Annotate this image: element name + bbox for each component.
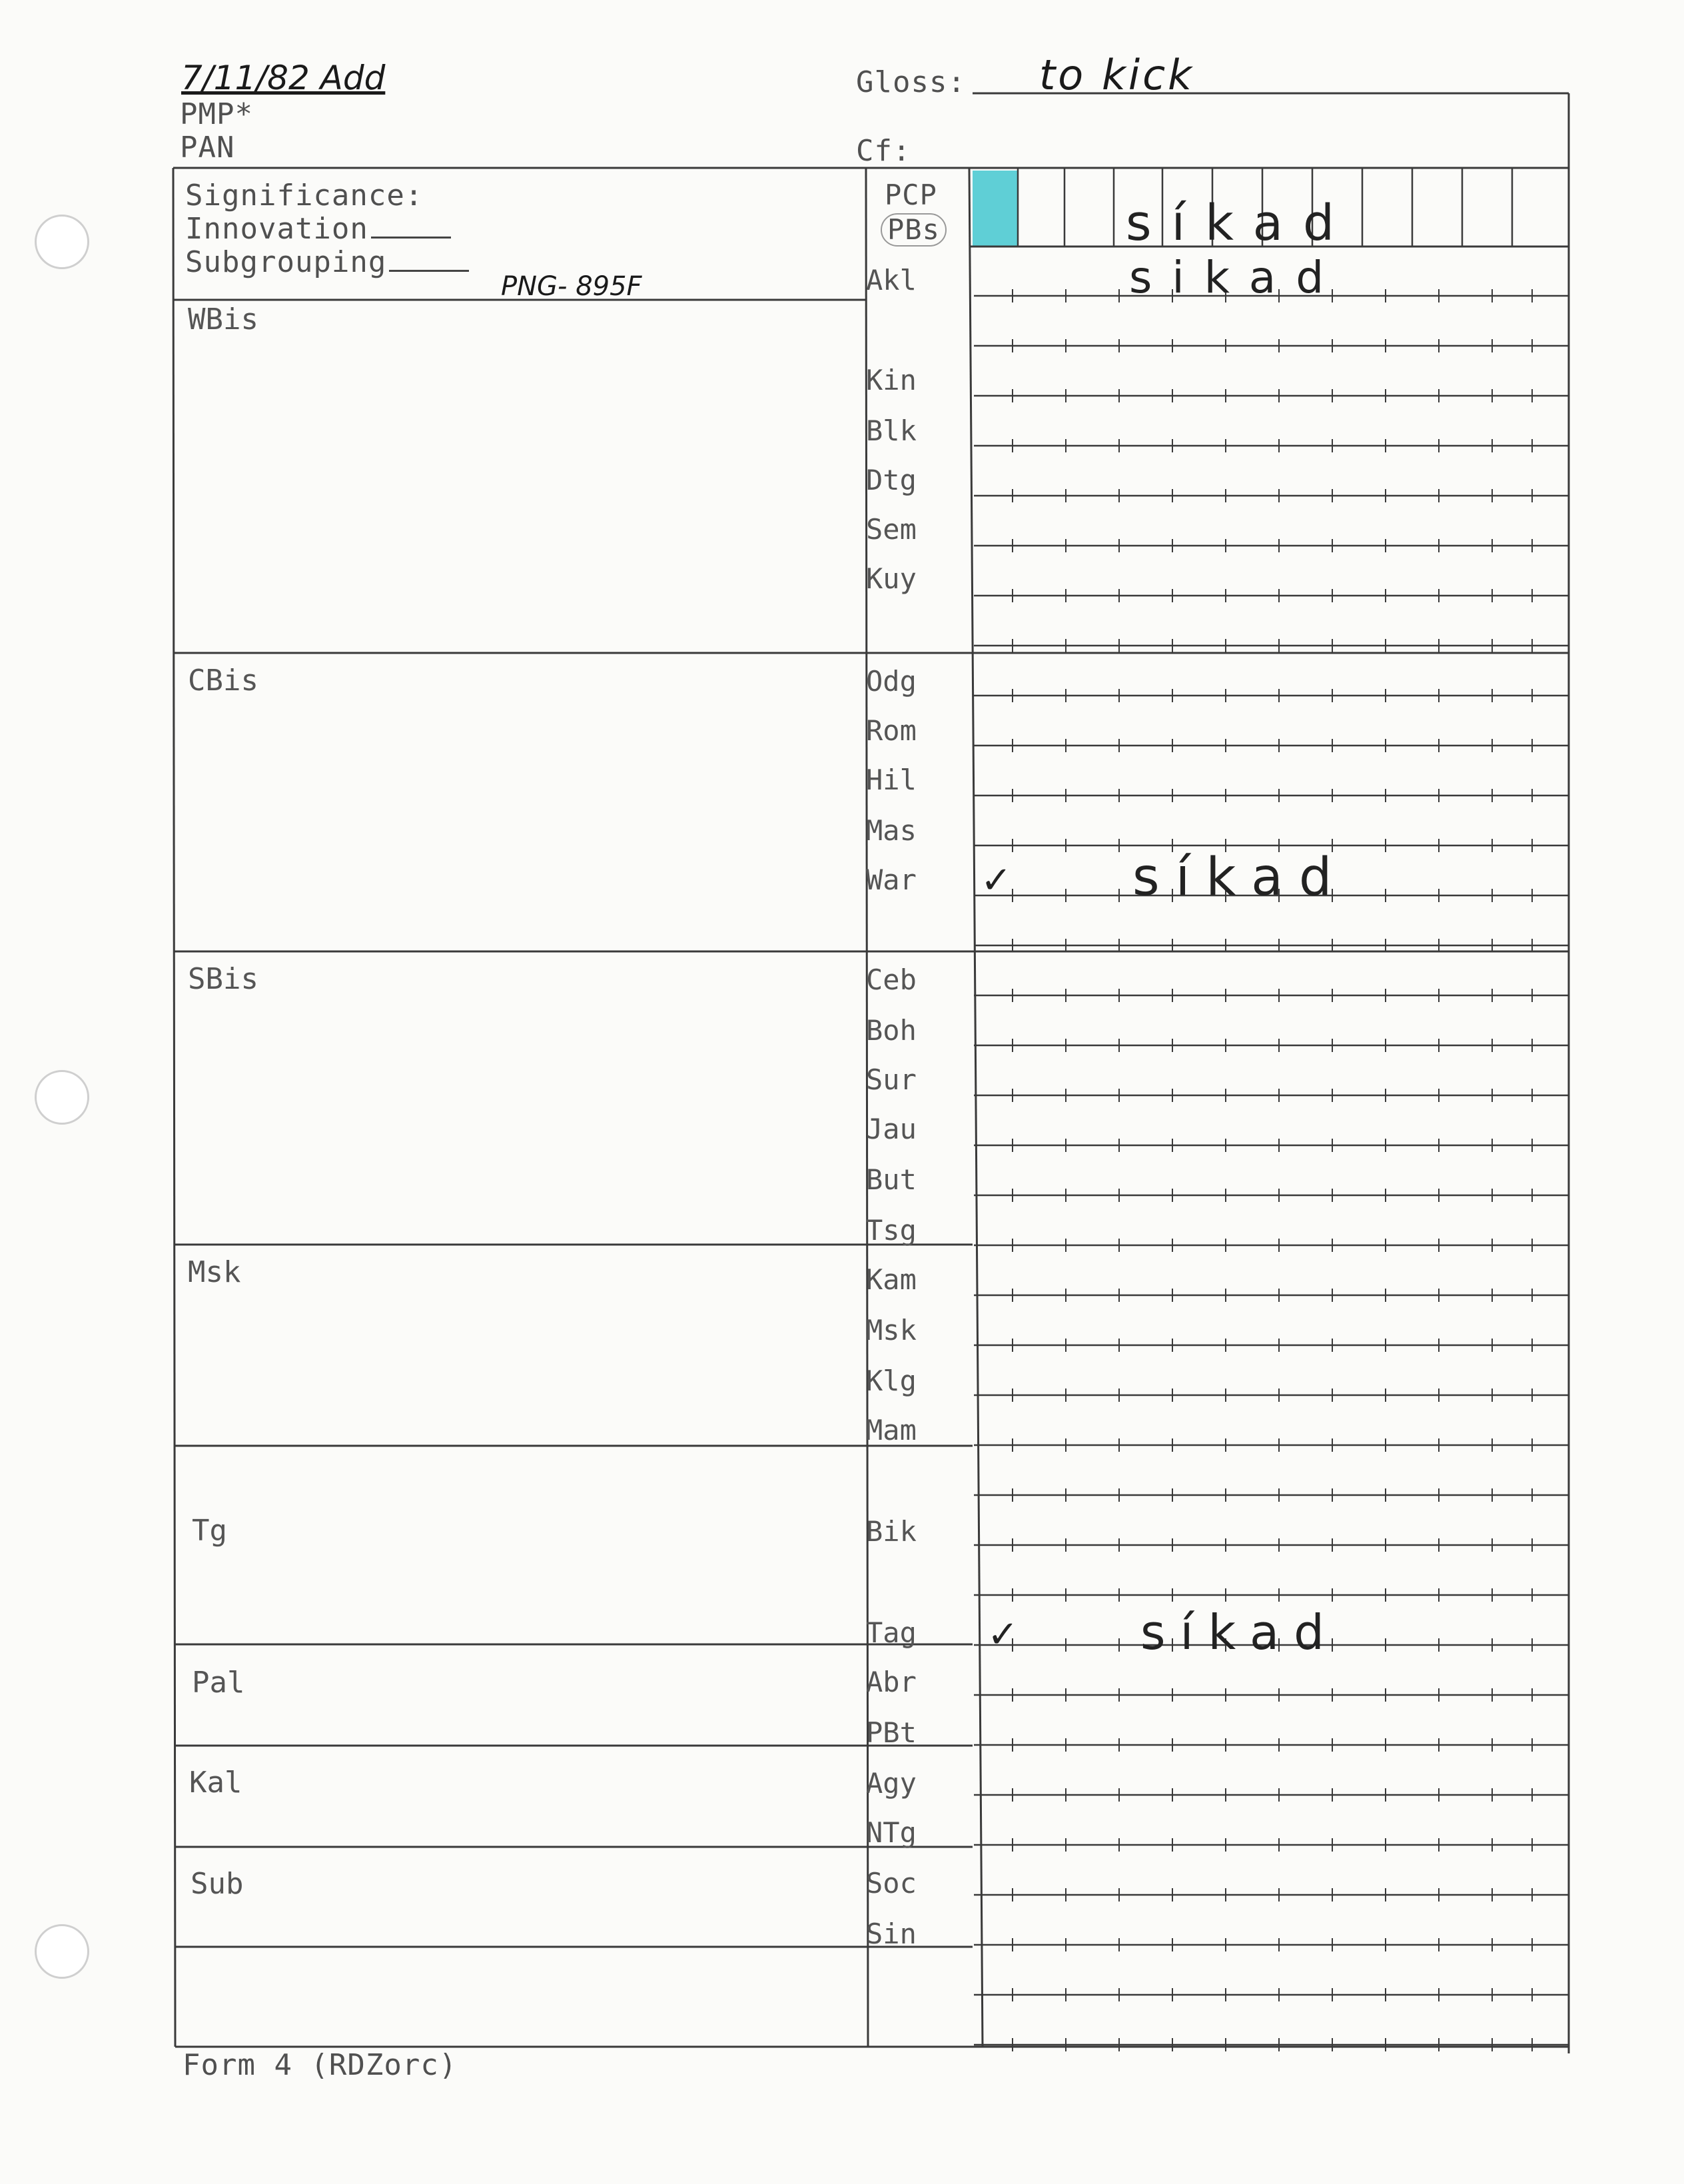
- section-label-kal: Kal: [189, 1766, 242, 1800]
- pan-label: PAN: [180, 131, 235, 165]
- section-label-sub: Sub: [191, 1867, 244, 1901]
- lang-sin: Sin: [866, 1917, 917, 1950]
- lang-sur: Sur: [866, 1063, 917, 1096]
- lang-mam: Mam: [866, 1414, 917, 1446]
- lang-tsg: Tsg: [866, 1214, 917, 1247]
- lang-tag: Tag: [866, 1616, 917, 1649]
- section-label-msk: Msk: [188, 1255, 241, 1289]
- date-note: 7/11/82 Add: [181, 59, 386, 97]
- lang-agy: Agy: [866, 1767, 917, 1800]
- pcp-label: PCP: [885, 179, 937, 211]
- innovation-blank[interactable]: [371, 233, 451, 239]
- lang-dtg: Dtg: [866, 464, 917, 496]
- reference-note: PNG- 895F: [501, 271, 642, 302]
- lang-pbt: PBt: [866, 1716, 917, 1749]
- form-label: Form 4 (RDZorc): [183, 2048, 458, 2082]
- section-label-tg: Tg: [192, 1514, 227, 1548]
- section-label-wbis: WBis: [188, 302, 258, 336]
- subgrouping-blank[interactable]: [389, 266, 469, 272]
- lang-abr: Abr: [866, 1666, 917, 1698]
- lang-hil: Hil: [866, 764, 917, 796]
- lang-bik: Bik: [866, 1515, 917, 1548]
- section-label-sbis: SBis: [188, 962, 258, 996]
- lang-kin: Kin: [866, 364, 917, 396]
- left-column-divider: [866, 168, 868, 2047]
- lang-msk: Msk: [866, 1314, 917, 1347]
- pmp-label: PMP*: [180, 97, 253, 131]
- innovation-row: [185, 212, 451, 246]
- significance-title: Significance:: [185, 179, 424, 213]
- entry-akl: sikad: [1129, 252, 1344, 303]
- entry-tag: síkad: [1140, 1604, 1339, 1660]
- innovation-label: Innovation: [185, 212, 368, 246]
- lang-kam: Kam: [866, 1263, 917, 1296]
- lang-ntg: NTg: [866, 1816, 917, 1849]
- lang-jau: Jau: [866, 1113, 917, 1145]
- section-label-pal: Pal: [192, 1666, 245, 1700]
- pbs-label: PBs: [881, 213, 947, 247]
- lang-odg: Odg: [866, 665, 917, 698]
- gloss-label: Gloss:: [856, 65, 966, 99]
- pcp-highlight-cell: [973, 171, 1018, 247]
- subgrouping-row: [185, 245, 469, 279]
- lang-rom: Rom: [866, 714, 917, 747]
- lang-sem: Sem: [866, 513, 917, 546]
- subgrouping-label: Subgrouping: [185, 245, 387, 279]
- lang-mas: Mas: [866, 814, 917, 847]
- cf-label: Cf:: [856, 134, 911, 168]
- gloss-value: to kick: [1039, 51, 1195, 99]
- lang-blk: Blk: [866, 414, 917, 447]
- lang-akl: Akl: [866, 264, 917, 296]
- section-label-cbis: CBis: [188, 664, 258, 698]
- left-border: [173, 168, 175, 2047]
- lang-boh: Boh: [866, 1014, 917, 1047]
- lang-war: War: [866, 863, 917, 896]
- entry-war: síkad: [1132, 847, 1348, 907]
- lang-klg: Klg: [866, 1365, 917, 1397]
- tag-check-mark: ✓: [987, 1613, 1019, 1656]
- lang-but: But: [866, 1163, 917, 1196]
- lang-ceb: Ceb: [866, 963, 917, 996]
- war-check-mark: ✓: [981, 859, 1012, 902]
- lang-soc: Soc: [866, 1867, 917, 1900]
- entry-pbs: síkad: [1126, 195, 1354, 252]
- language-column-divider: [969, 168, 983, 2047]
- lang-kuy: Kuy: [866, 562, 917, 595]
